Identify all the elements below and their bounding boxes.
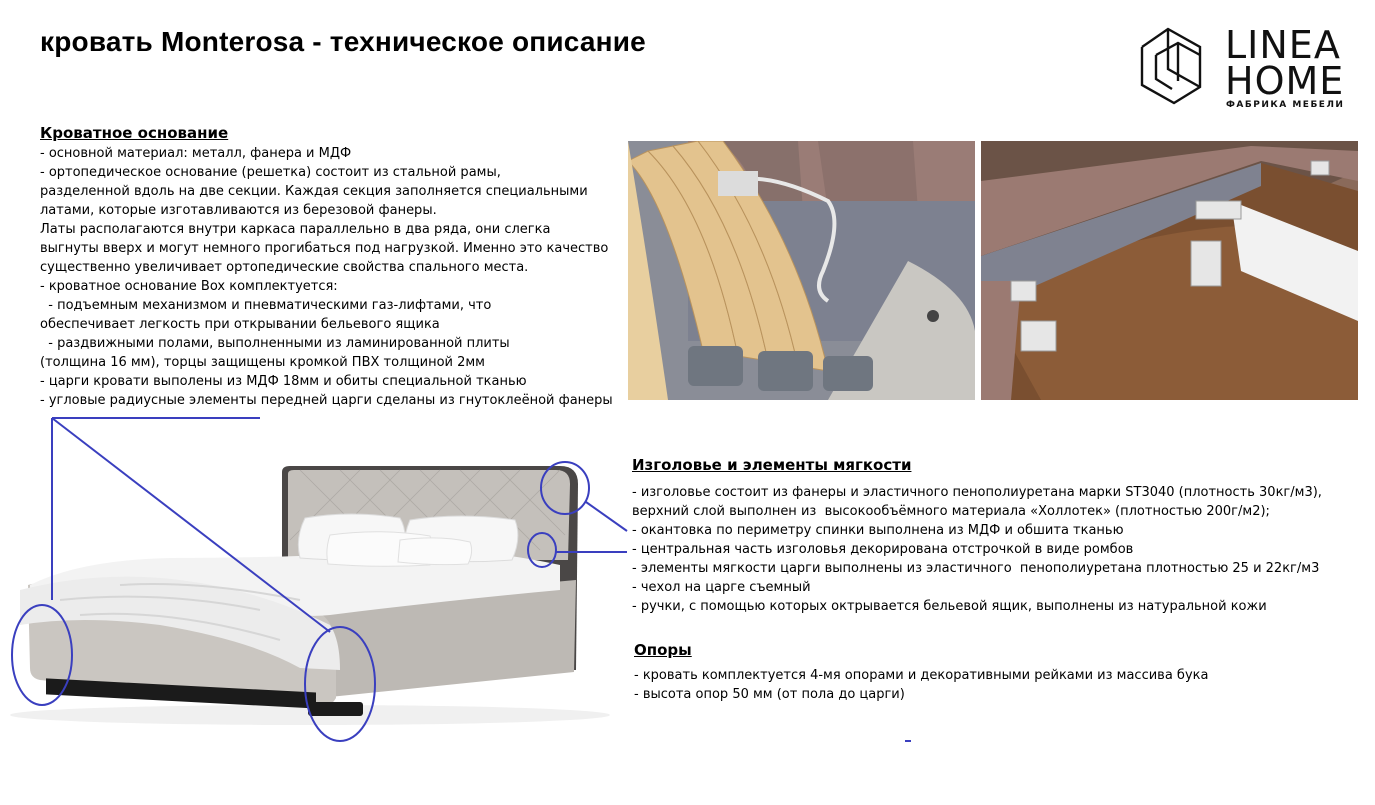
- base-line: - раздвижными полами, выполненными из ламинированной плиты: [40, 336, 510, 351]
- base-line: - царги кровати выполены из МДФ 18мм и обиты специальной тканью: [40, 374, 527, 389]
- base-line: существенно увеличивает ортопедические свойства спального места.: [40, 260, 529, 275]
- base-line: (толщина 16 мм), торцы защищены кромкой ПВХ толщиной 2мм: [40, 355, 485, 370]
- base-line: Латы располагаются внутри каркаса параллельно в два ряда, они слегка: [40, 222, 551, 237]
- base-line: - подъемным механизмом и пневматическими газ-лифтами, что: [40, 298, 492, 313]
- logo-subtitle: ФАБРИКА МЕБЕЛИ: [1226, 100, 1345, 110]
- base-heading: Кроватное основание: [40, 124, 229, 142]
- logo-wordmark: [1225, 23, 1345, 103]
- legs-section: [634, 641, 1208, 704]
- logo-line-1: LINEA: [1225, 23, 1341, 67]
- headboard-line: - окантовка по периметру спинки выполнена из МДФ и обшита тканью: [632, 523, 1124, 538]
- base-line: выгнуты вверх и могут немного прогибаться под нагрузкой. Именно это качество: [40, 241, 609, 256]
- headboard-line: верхний слой выполнен из высокообъёмного материала «Холлотек» (плотностью 200г/м2);: [632, 504, 1270, 519]
- headboard-line: - центральная часть изголовья декорирована отстрочкой в виде ромбов: [632, 542, 1134, 557]
- logo-cube-icon: [1138, 25, 1224, 107]
- page-title: кровать Monterosa - техническое описание: [40, 26, 646, 57]
- photo-slats-mechanism: [628, 141, 975, 400]
- logo-line-2: HOME: [1225, 59, 1345, 103]
- base-line: - кроватное основание Box комплектуется:: [40, 279, 338, 294]
- headboard-section: [632, 456, 1322, 616]
- legs-line: - высота опор 50 мм (от пола до царги): [634, 687, 905, 702]
- legs-line: - кровать комплектуется 4-мя опорами и декоративными рейками из массива бука: [634, 668, 1209, 683]
- bed-illustration: [0, 440, 620, 770]
- base-line: латами, которые изготавливаются из березовой фанеры.: [40, 203, 437, 218]
- headboard-line: - чехол на царге съемный: [632, 580, 811, 595]
- base-section: [40, 124, 613, 410]
- base-line: - угловые радиусные элементы передней царги сделаны из гнутоклеёной фанеры: [40, 393, 613, 408]
- legs-heading: Опоры: [634, 641, 692, 659]
- base-line: обеспечивает легкость при открывании бельевого ящика: [40, 317, 440, 332]
- headboard-heading: Изголовье и элементы мягкости: [632, 456, 912, 474]
- base-line: разделенной вдоль на две секции. Каждая секция заполняется специальными: [40, 184, 588, 199]
- base-line: - основной материал: металл, фанера и МДФ: [40, 146, 352, 161]
- headboard-line: - элементы мягкости царги выполнены из эластичного пенополиуретана плотностью 25 и 22кг/м3: [632, 561, 1320, 576]
- base-line: - ортопедическое основание (решетка) состоит из стальной рамы,: [40, 165, 501, 180]
- linea-home-logo: [1138, 25, 1353, 115]
- headboard-line: - ручки, с помощью которых октрывается бельевой ящик, выполнены из натуральной кожи: [632, 599, 1267, 614]
- photo-storage-drawer: [981, 141, 1358, 400]
- headboard-line: - изголовье состоит из фанеры и эластичного пенополиуретана марки ST3040 (плотность 30кг/м3),: [632, 485, 1322, 500]
